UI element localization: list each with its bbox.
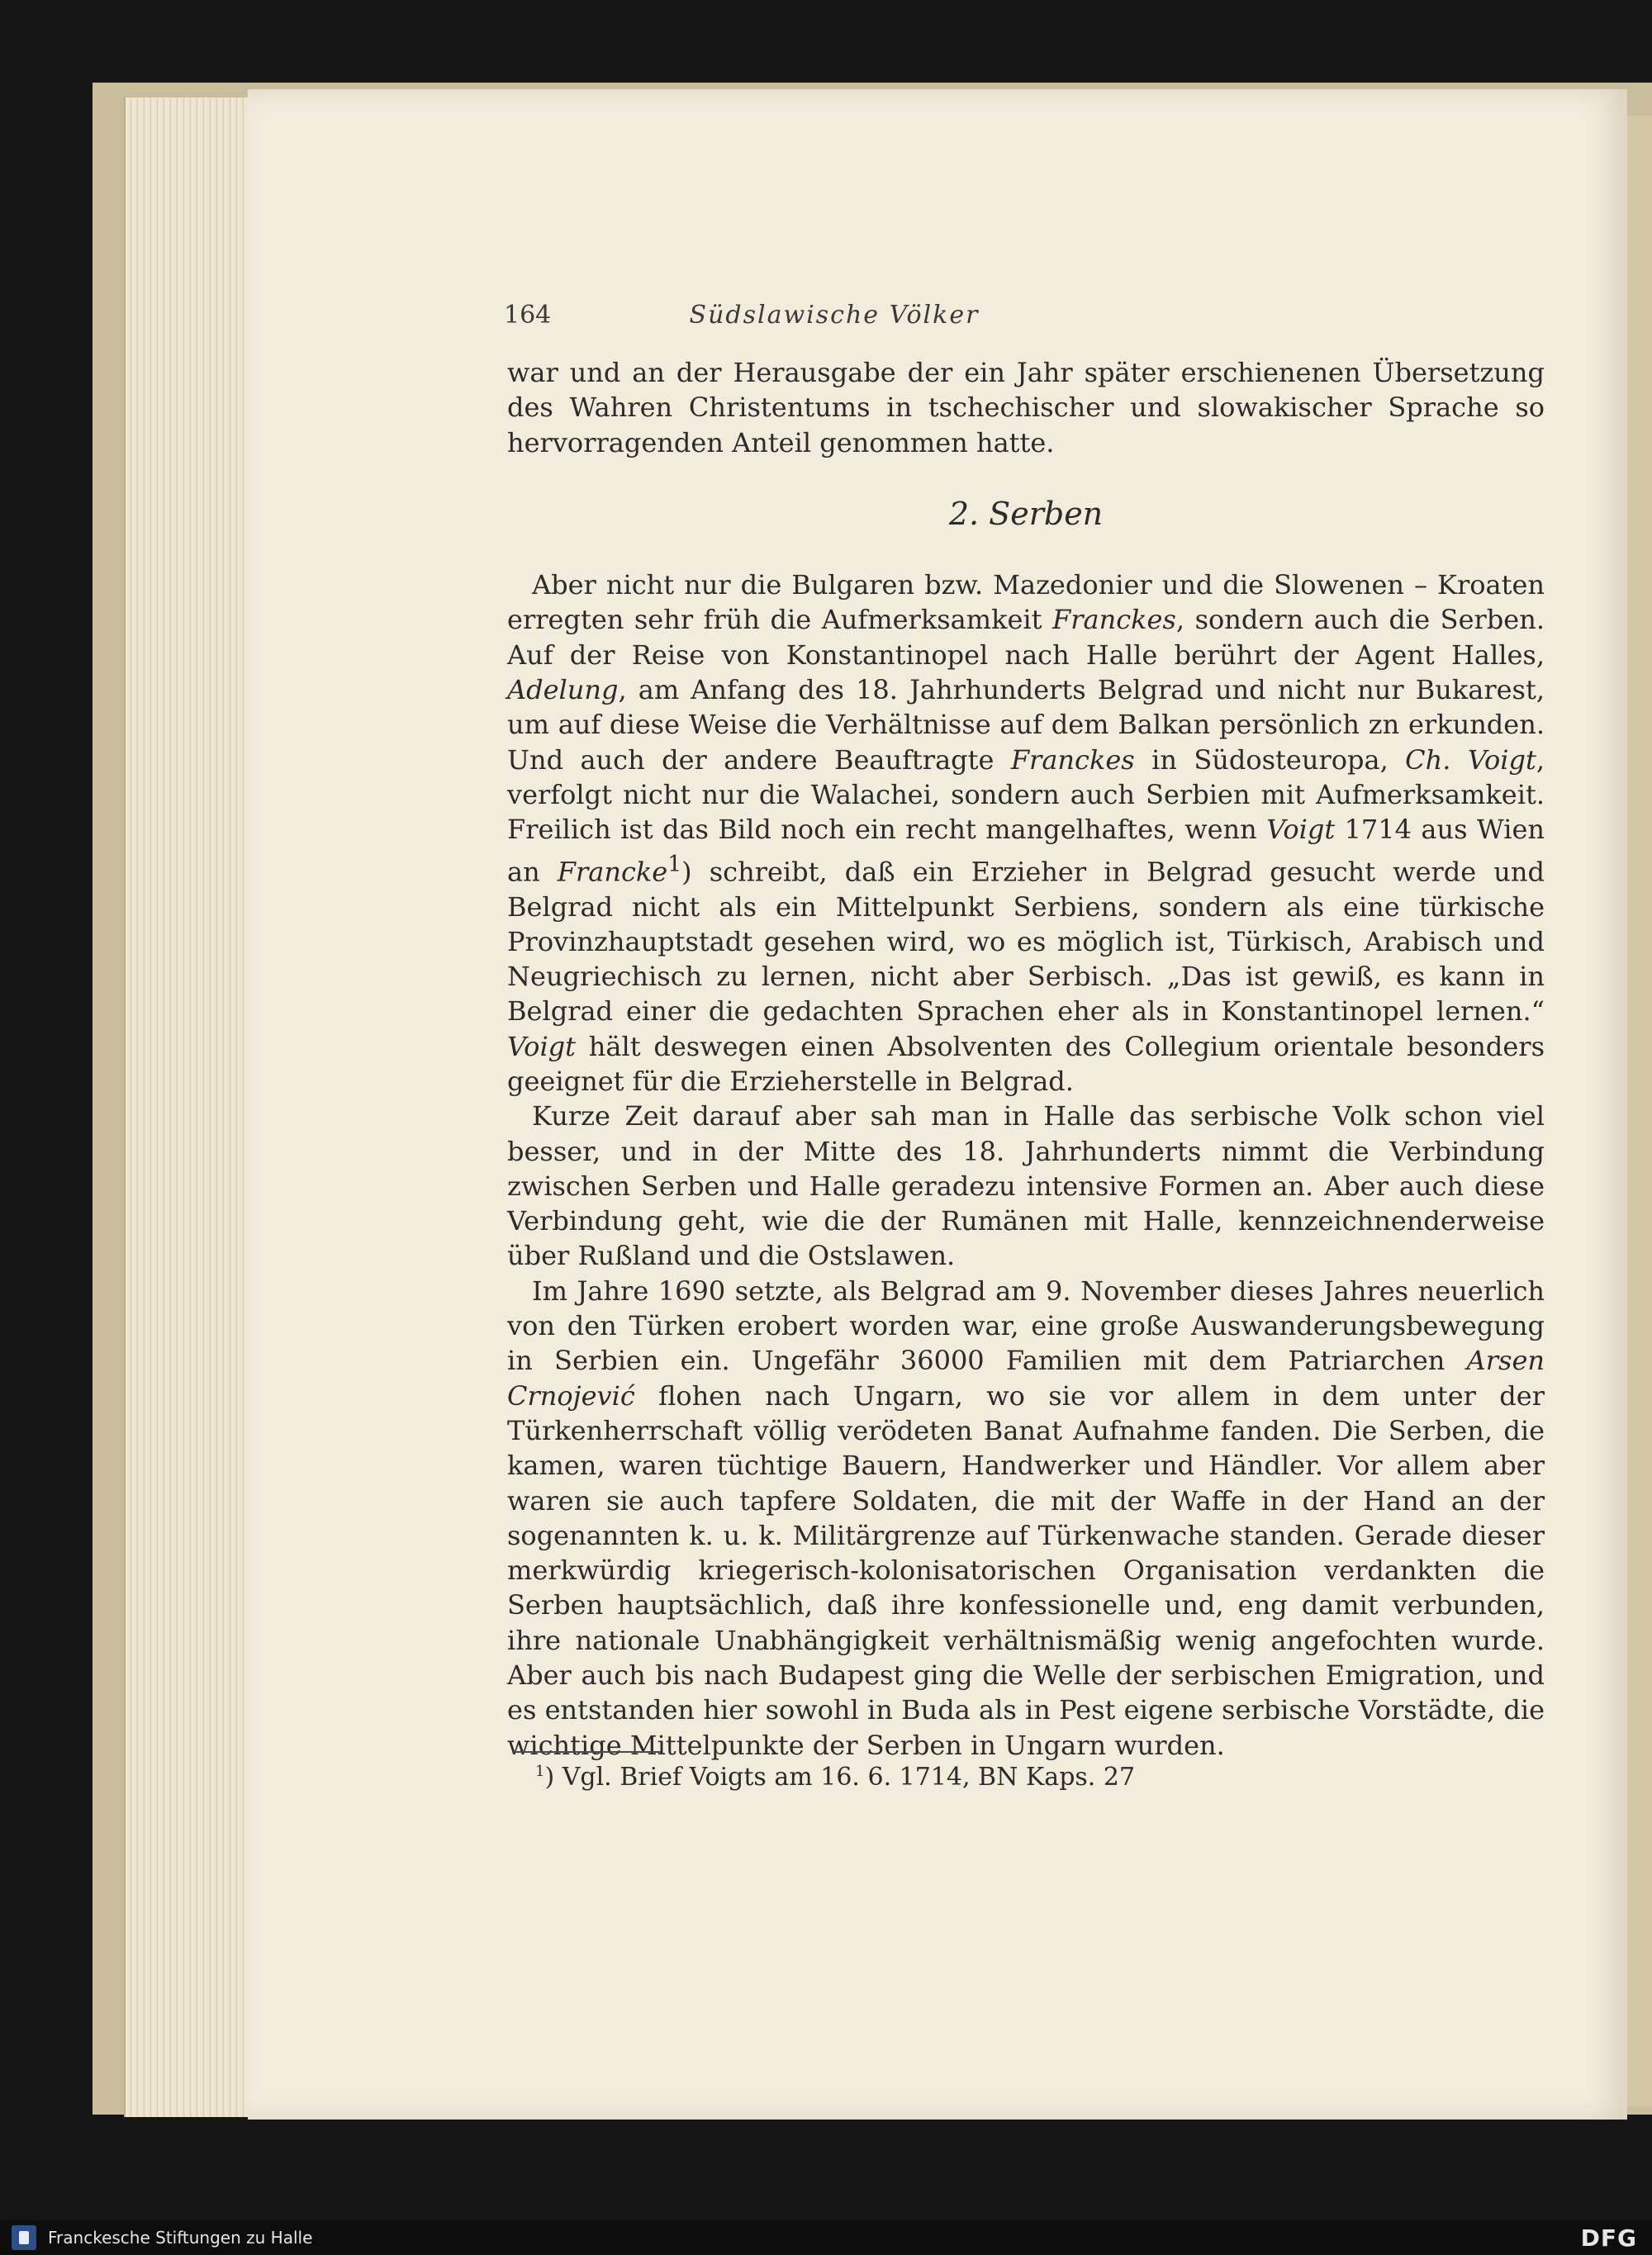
italic-name: Arsen Crnojević	[507, 1345, 1545, 1412]
paragraph-1: war und an der Herausgabe der ein Jahr später erschienenen Übersetzung des Wahren Christentums in tschechischer und slowakischer Sprache so hervorragenden Anteil genommen hatte.	[507, 357, 1545, 458]
body-text	[507, 355, 1545, 1763]
text-run: , am Anfang des 18. Jahrhunderts Belgrad und nicht nur Bukarest, um auf diese Weise die Verhältnisse auf dem Balkan persönlich zn erkunden. Und auch der andere Beauftragte	[507, 674, 1545, 776]
paragraph-2	[507, 567, 1545, 1099]
text-run: ) schreibt, daß ein Erzieher in Belgrad gesucht werde und Belgrad nicht als ein Mittelpunkt Serbiens, sondern als eine türkische Provinzhauptstadt gesehen wird, wo es möglich ist, Türkisch, Arabisch und Neugriechisch zu lernen, nicht aber Serbisch. „Das ist gewiß, es kann in Belgrad einer die gedachten Sprachen eher als in Konstantinopel lernen.“	[507, 856, 1545, 1028]
paragraph-4	[507, 1274, 1545, 1763]
italic-name: Franckes	[1010, 743, 1135, 776]
text-run: Im Jahre 1690 setzte, als Belgrad am 9. November dieses Jahres neuerlich von den Türken erobert worden war, eine große Auswanderungsbewegung in Serbien ein. Ungefähr 36000 Familien mit dem Patriarchen	[507, 1275, 1545, 1377]
italic-name: Ch. Voigt	[1405, 743, 1536, 776]
institution-logo-icon	[12, 2225, 36, 2250]
footnote-ref[interactable]: 1	[667, 851, 682, 877]
institution-name[interactable]: Franckesche Stiftungen zu Halle	[48, 2228, 313, 2248]
footer-bar	[0, 2220, 1652, 2255]
text-run: Aber nicht nur die Bulgaren bzw. Mazedonier und die Slowenen – Kroaten erregten sehr früh die Aufmerksamkeit	[507, 569, 1545, 636]
facing-page-edge	[1627, 116, 1652, 2106]
italic-name: Voigt	[1266, 814, 1336, 846]
text-run: , sondern auch die Serben. Auf der Reise von Konstantinopel nach Halle berührt der Agent Halles,	[507, 604, 1545, 671]
section-heading: 2. Serben	[948, 495, 1104, 532]
text-run: in Südosteuropa,	[1134, 743, 1406, 776]
italic-name: Franckes	[1052, 604, 1176, 636]
running-head	[504, 301, 1165, 337]
page-edges	[124, 97, 249, 2117]
text-run: 1714 aus Wien an	[507, 814, 1545, 888]
footnote	[535, 1763, 1444, 1792]
footnote-text: ) Vgl. Brief Voigts am 16. 6. 1714, BN Kaps. 27	[544, 1763, 1136, 1792]
paragraph-3: Kurze Zeit darauf aber sah man in Halle das serbische Volk schon viel besser, und in der Mitte des 18. Jahrhunderts nimmt die Verbindung zwischen Serben und Halle geradezu intensive Formen an. Aber auch diese Verbindung geht, wie die der Rumänen mit Halle, kennzeichnenderweise über Rußland und die Ostslawen.	[507, 1100, 1545, 1272]
dfg-logo: DFG	[1580, 2224, 1637, 2252]
italic-name: Francke	[557, 856, 668, 888]
italic-name: Voigt	[507, 1030, 577, 1062]
footnote-marker: 1	[535, 1763, 545, 1780]
page-number: 164	[504, 301, 552, 330]
footnote-rule	[512, 1751, 661, 1753]
italic-name: Adelung	[507, 674, 619, 706]
text-run: , verfolgt nicht nur die Walachei, sondern auch Serbien mit Aufmerksamkeit. Freilich ist das Bild noch ein recht mangelhaftes, wenn	[507, 743, 1545, 846]
text-run: flohen nach Ungarn, wo sie vor allem in dem unter der Türkenherrschaft völlig verödeten Banat Aufnahme fanden. Die Serben, die kamen, waren tüchtige Bauern, Handwerker und Händler. Vor allem aber waren sie auch tapfere Soldaten, die mit der Waffe in der Hand an der sogenannten k. u. k. Militärgrenze auf Türkenwache standen. Gerade dieser merkwürdig kriegerisch-kolonisatorischen Organisation verdankten die Serben hauptsächlich, daß ihre konfessionelle und, eng damit verbunden, ihre nationale Unabhängigkeit verhältnismäßig wenig angefochten wurde. Aber auch bis nach Budapest ging die Welle der serbischen Emigration, und es entstanden hier sowohl in Buda als in Pest eigene serbische Vorstädte, die wichtige Mittelpunkte der Serben in Ungarn wurden.	[507, 1379, 1545, 1761]
text-run: hält deswegen einen Absolventen des Collegium orientale besonders geeignet für die Erzieherstelle in Belgrad.	[507, 1030, 1545, 1097]
running-title: Südslawische Völker	[689, 301, 980, 330]
